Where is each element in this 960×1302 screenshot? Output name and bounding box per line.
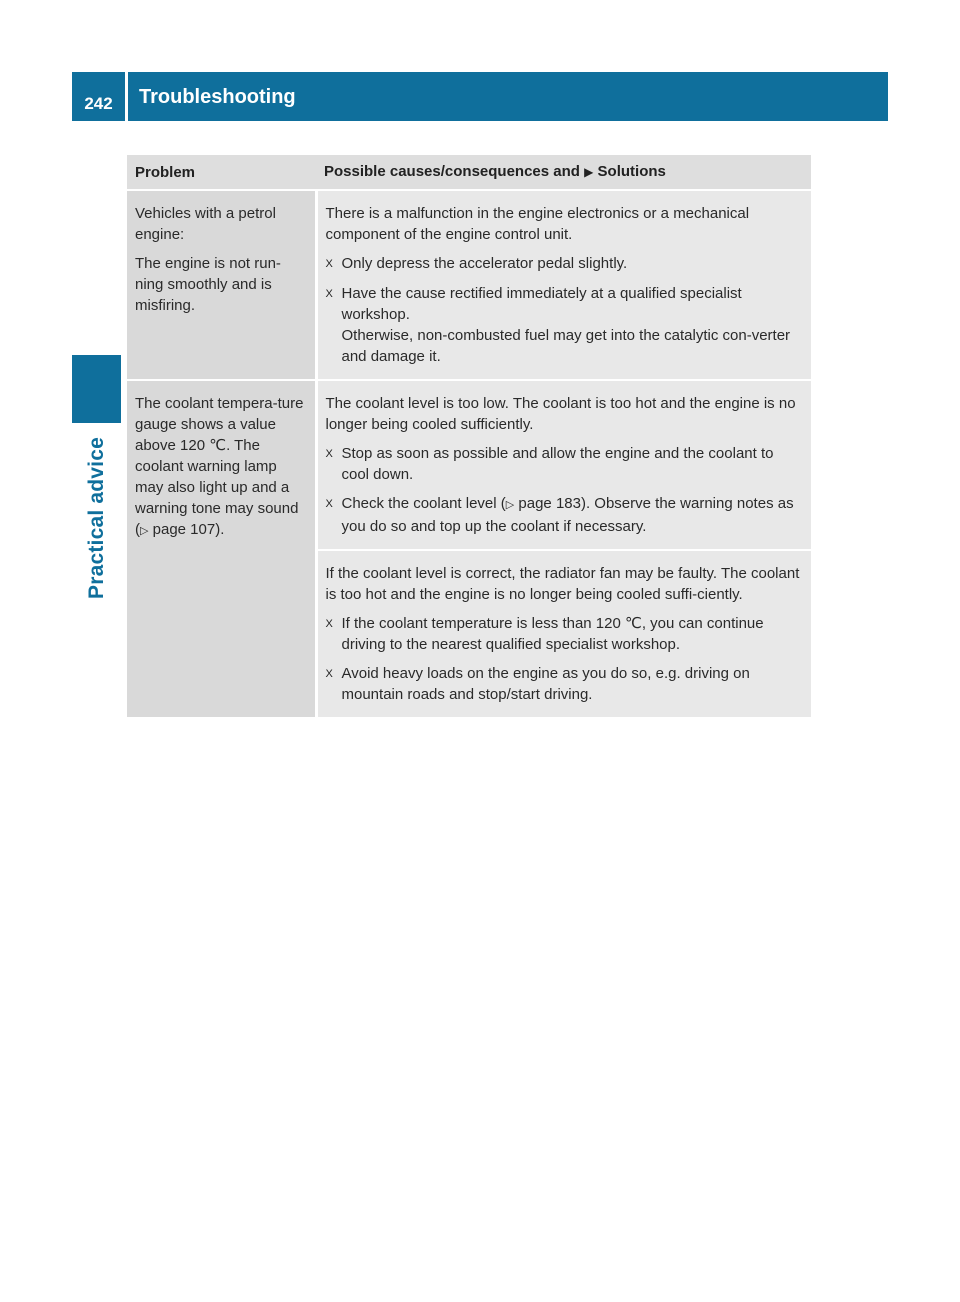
step-text [342,283,804,367]
table-row [127,190,811,380]
column-header-problem: Problem [127,155,316,190]
step-x-icon: X [325,258,333,270]
solution-step [326,283,804,367]
column-header-solutions-suffix: Solutions [597,163,666,180]
problem-text: Vehicles with a petrol engine: [135,205,276,243]
table-header-row [127,155,811,190]
page-ref-icon: ▷ [505,499,515,511]
problem-text [135,393,307,542]
solution-cell [316,380,811,550]
step-x-icon: X [325,498,333,510]
page-ref-text: page 183). Observe the warning notes as you do so and top up the coolant if necessary. [341,495,794,535]
column-header-solutions-prefix: Possible causes/consequences and [324,163,580,180]
step-text [342,493,804,537]
solution-step [326,443,804,485]
solution-cell [316,550,811,717]
solution-arrow-icon: ▶ [584,165,594,179]
section-title: Troubleshooting [139,86,296,108]
step-x-icon: X [325,448,333,460]
step-text-main: Check the coolant level ( [341,495,506,512]
problem-text-main: The coolant tempera-ture gauge shows a value above 120 ℃. The coolant warning lamp may also light up and a warning tone may sound ( [135,395,304,538]
side-tab-label: Practical advice [85,437,108,599]
page-ref-icon: ▷ [140,525,149,537]
step-text-main: Have the cause rectified immediately at a qualified specialist workshop. [341,285,742,323]
solution-step [326,613,804,655]
step-x-icon: X [325,668,333,680]
solution-step [326,493,804,537]
cause-text: The coolant level is too low. The coolant is too hot and the engine is no longer being cooled sufficiently. [325,395,796,433]
page-header [72,72,888,121]
table-row [127,380,811,550]
step-text-note: Otherwise, non-combusted fuel may get into the catalytic con-verter and damage it. [341,327,791,365]
step-x-icon: X [325,288,333,300]
solution-step [326,253,804,275]
troubleshooting-table [127,155,811,717]
page-number: 242 [84,93,113,113]
step-text: Avoid heavy loads on the engine as you do so, e.g. driving on mountain roads and stop/start driving. [341,665,750,703]
step-x-icon: X [325,618,333,630]
cause-text: If the coolant level is correct, the radiator fan may be faulty. The coolant is too hot and the engine is no longer being cooled suffi-ciently. [325,565,800,603]
solution-step [326,663,804,705]
problem-cell [127,190,316,380]
problem-cell [127,380,316,717]
side-tab-marker [72,355,121,423]
problem-text: The engine is not run-ning smoothly and is misfiring. [135,255,281,314]
step-text: Stop as soon as possible and allow the engine and the coolant to cool down. [341,445,774,483]
step-text: Only depress the accelerator pedal slightly. [341,255,628,272]
cause-text: There is a malfunction in the engine electronics or a mechanical component of the engine control unit. [325,205,750,243]
step-text: If the coolant temperature is less than 120 ℃, you can continue driving to the nearest qualified specialist workshop. [341,615,764,653]
solution-cell [316,190,811,380]
column-header-solutions [316,155,811,190]
page-ref-text: page 107). [148,521,225,538]
